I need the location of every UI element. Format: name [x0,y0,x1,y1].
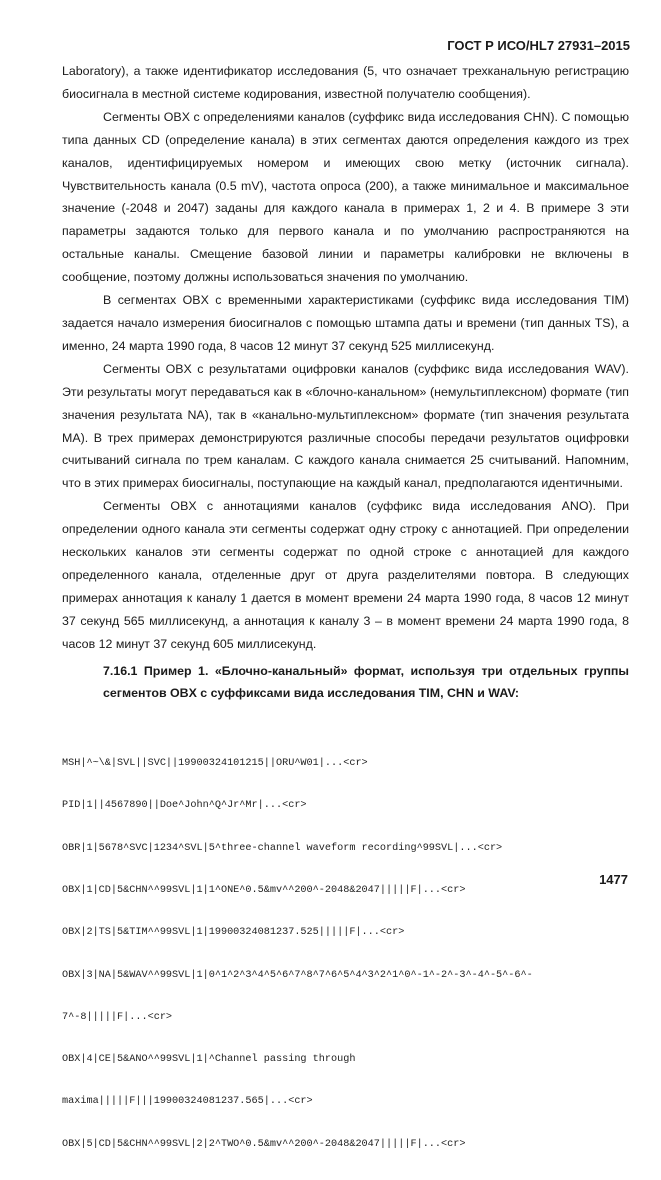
page-number: 1477 [599,872,628,887]
body-text [62,60,629,705]
page-header: ГОСТ Р ИСО/HL7 27931–2015 [447,38,630,53]
paragraph: В сегментах OBX с временными характеристиками (суффикс вида исследования TIM) задается начало измерения биосигналов с помощью штампа даты и времени (тип данных TS), а именно, 24 марта 1990 года, 8 часов 12 минут 37 секунд 525 миллисекунд. [62,293,629,353]
code-line: PID|1||4567890||Doe^John^Q^Jr^Mr|...<cr> [62,800,307,812]
paragraph: Сегменты OBX с определениями каналов (суффикс вида исследования CHN). С помощью типа данных CD (определение канала) в этих сегментах даются определения каждого из трех каналов, идентифицируемых номером и имеющих свою метку (источник сигнала). Чувствительность канала (0.5 mV), частота опроса (200), а также минимальное и максимальное значение (-2048 и 2047) заданы для каждого канала в примерах 1, 2 и 4. В примере 3 эти параметры задаются только для первого канала и по умолчанию распространяются на остальные каналы. Смещение базовой линии и параметры калибровки не включены в сообщение, поэтому должны использоваться значения по умолчанию. [62,109,629,285]
paragraph: Сегменты OBX с аннотациями каналов (суффикс вида исследования ANO). При определении одного канала эти сегменты содержат одну строку с аннотацией. При определении нескольких каналов эти сегменты содержат по одной строке с аннотацией для каждого определенного канала, отделенные друг от друга разделителями повтора. В следующих примерах аннотация к каналу 1 дается в момент времени 24 марта 1990 года, 8 часов 12 минут 37 секунд 565 миллисекунд, а аннотация к каналу 3 – в момент времени 24 марта 1990 года, 8 часов 12 минут 37 секунд 605 миллисекунд. [62,499,629,651]
section-heading: 7.16.1 Пример 1. «Блочно-канальный» формат, используя три отдельных группы сегментов OBX с суффиксами вида исследования TIM, CHN и WAV: [103,663,629,701]
code-line: MSH|^~\&|SVL||SVC||19900324101215||ORU^W01|...<cr> [62,758,368,770]
code-line: OBX|1|CD|5&CHN^^99SVL|1|1^ONE^0.5&mv^^200^-2048&2047|||||F|...<cr> [62,885,466,897]
code-listing [62,729,637,1180]
paragraph: Сегменты OBX с результатами оцифровки каналов (суффикс вида исследования WAV). Эти результаты могут передаваться как в «блочно-канальном» (немультиплексном) формате (тип значения результата NA), так в «канально-мультиплексном» формате (тип значения результата MA). В трех примерах демонстрируются различные способы передачи результатов оцифровки считываний сигнала по трем каналам. С каждого канала снимается 25 считываний. Напомним, что в этих примерах биосигналы, поступающие на каждый канал, предполагаются идентичными. [62,361,629,491]
code-line: 7^-8|||||F|...<cr> [62,1011,173,1023]
code-line: OBX|2|TS|5&TIM^^99SVL|1|19900324081237.525|||||F|...<cr> [62,927,405,939]
code-line: OBR|1|5678^SVC|1234^SVL|5^three-channel waveform recording^99SVL|...<cr> [62,842,503,854]
code-line: maxima|||||F|||19900324081237.565|...<cr> [62,1096,313,1108]
code-line: OBX|3|NA|5&WAV^^99SVL|1|0^1^2^3^4^5^6^7^8^7^6^5^4^3^2^1^0^-1^-2^-3^-4^-5^-6^- [62,969,533,981]
paragraph: Laboratory), а также идентификатор исследования (5, что означает трехканальную регистрацию биосигнала в местной системе кодирования, известной получателю сообщения). [62,64,629,101]
code-line: OBX|5|CD|5&CHN^^99SVL|2|2^TWO^0.5&mv^^200^-2048&2047|||||F|...<cr> [62,1138,466,1150]
code-line: OBX|4|CE|5&ANO^^99SVL|1|^Channel passing through [62,1054,356,1066]
